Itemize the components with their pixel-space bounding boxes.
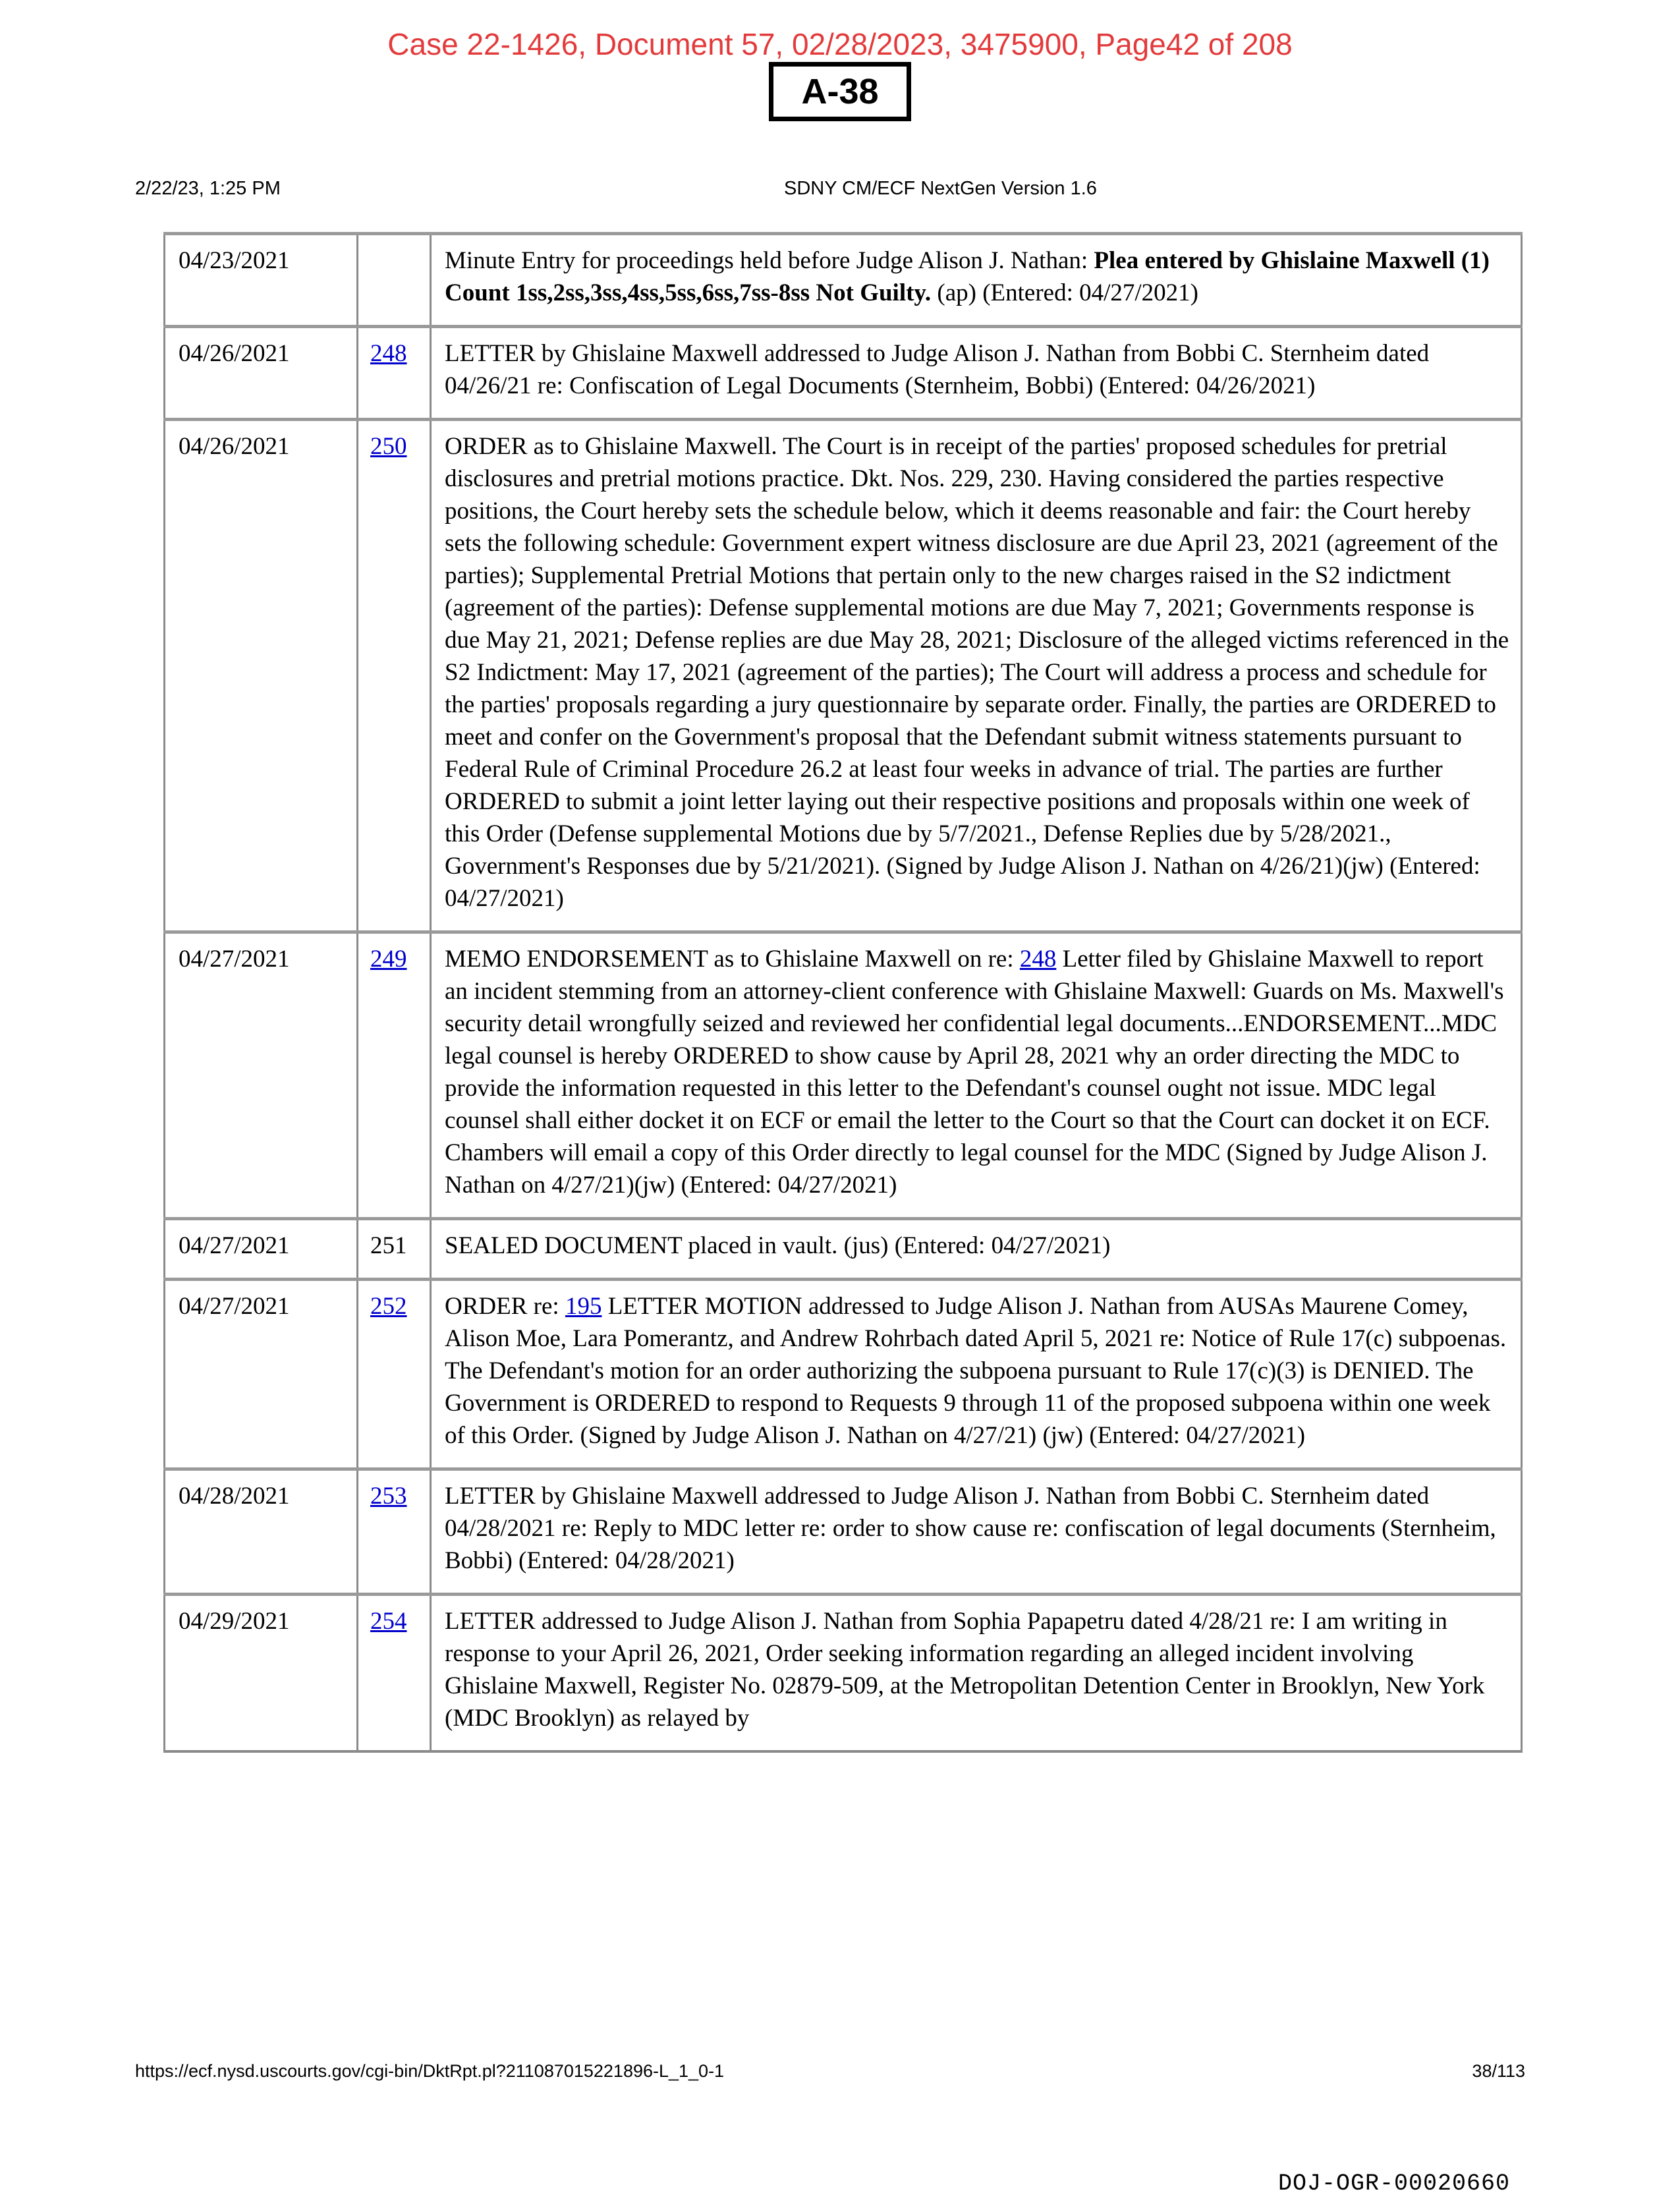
docket-date-cell: 04/27/2021 [165, 1280, 358, 1469]
description-text: ORDER as to Ghislaine Maxwell. The Court is in receipt of the parties' proposed schedules for pretrial disclosures and pretrial motions practice. Dkt. Nos. 229, 230. Having considered the parties respective positions, the Court hereby sets the schedule below, which it deems reasonable and fair: the Court hereby sets the following schedule: Government expert witness disclosure are due April 23, 2021 (agreement of the parties); Supplemental Pretrial Motions that pertain only to the new charges raised in the S2 indictment (agreement of the parties): Defense supplemental motions are due May 7, 2021; Governments response is due May 21, 2021; Defense replies are due May 28, 2021; Disclosure of the alleged victims referenced in the S2 Indictment: May 17, 2021 (agreement of the parties); The Court will address a process and schedule for the parties' proposals regarding a jury questionnaire by separate order. Finally, the parties are ORDERED to meet and confer on the Government's proposal that the Defendant submit witness statements pursuant to Federal Rule of Criminal Procedure 26.2 at least four weeks in advance of trial. The parties are further ORDERED to submit a joint letter laying out their respective positions and proposals within one week of this Order (Defense supplemental Motions due by 5/7/2021., Defense Replies due by 5/28/2021., Government's Responses due by 5/21/2021). (Signed by Judge Alison J. Nathan on 4/26/21)(jw) (Entered: 04/27/2021) [445, 433, 1509, 912]
docket-date-cell: 04/27/2021 [165, 1219, 358, 1280]
docket-number-cell [358, 1469, 431, 1595]
docket-number-link[interactable]: 249 [370, 946, 407, 973]
description-text: (ap) (Entered: 04/27/2021) [931, 279, 1198, 306]
description-text: MEMO ENDORSEMENT as to Ghislaine Maxwell on re: [445, 946, 1020, 973]
docket-number-text: 251 [370, 1232, 407, 1259]
table-row [165, 1280, 1522, 1469]
print-footer [135, 2061, 1525, 2082]
docket-description-cell [431, 1280, 1522, 1469]
docket-description-cell [431, 1595, 1522, 1752]
docket-number-cell [358, 1219, 431, 1280]
docket-description-cell [431, 234, 1522, 327]
docket-date-cell: 04/27/2021 [165, 932, 358, 1219]
docket-table-body [165, 234, 1522, 1752]
description-text: LETTER MOTION addressed to Judge Alison J. Nathan from AUSAs Maurene Comey, Alison Moe, Lara Pomerantz, and Andrew Rohrbach dated April 5, 2021 re: Notice of Rule 17(c) subpoenas. The Defendant's motion for an order authorizing the subpoena pursuant to Rule 17(c)(3) is DENIED. The Government is ORDERED to respond to Requests 9 through 11 of the proposed subpoena within one week of this Order. (Signed by Judge Alison J. Nathan on 4/27/21) (jw) (Entered: 04/27/2021) [445, 1293, 1507, 1449]
docket-number-link[interactable]: 248 [370, 340, 407, 367]
docket-table [163, 232, 1523, 1753]
description-text: LETTER by Ghislaine Maxwell addressed to Judge Alison J. Nathan from Bobbi C. Sternheim dated 04/26/21 re: Confiscation of Legal Documents (Sternheim, Bobbi) (Entered: 04/26/2021) [445, 340, 1430, 399]
docket-number-cell [358, 420, 431, 932]
docket-date-cell: 04/23/2021 [165, 234, 358, 327]
docket-number-cell [358, 327, 431, 420]
description-text: SEALED DOCUMENT placed in vault. (jus) (Entered: 04/27/2021) [445, 1232, 1111, 1259]
docket-description-cell [431, 932, 1522, 1219]
docket-description-cell [431, 1219, 1522, 1280]
description-text: LETTER addressed to Judge Alison J. Nathan from Sophia Papapetru dated 4/28/21 re: I am writing in response to your April 26, 2021, Order seeking information regarding an alleged incident involving Ghislaine Maxwell, Register No. 02879-509, at the Metropolitan Detention Center in Brooklyn, New York (MDC Brooklyn) as relayed by [445, 1608, 1485, 1732]
docket-number-link[interactable]: 254 [370, 1608, 407, 1635]
table-row [165, 932, 1522, 1219]
print-datetime: 2/22/23, 1:25 PM [135, 178, 281, 199]
docket-number-link[interactable]: 252 [370, 1293, 407, 1320]
docket-description-cell [431, 1469, 1522, 1595]
appendix-page-label-box [769, 62, 911, 121]
footer-page-indicator: 38/113 [1472, 2061, 1525, 2081]
docket-date-cell: 04/26/2021 [165, 420, 358, 932]
docket-date-cell: 04/29/2021 [165, 1595, 358, 1752]
docket-reference-link[interactable]: 248 [1019, 946, 1057, 973]
docket-date-cell: 04/26/2021 [165, 327, 358, 420]
table-row [165, 1595, 1522, 1752]
docket-number-cell [358, 234, 431, 327]
table-row [165, 1219, 1522, 1280]
footer-url: https://ecf.nysd.uscourts.gov/cgi-bin/DktRpt.pl?211087015221896-L_1_0-1 [135, 2061, 725, 2081]
table-row [165, 1469, 1522, 1595]
docket-number-cell [358, 1280, 431, 1469]
description-text: Letter filed by Ghislaine Maxwell to report an incident stemming from an attorney-client conference with Ghislaine Maxwell: Guards on Ms. Maxwell's security detail wrongfully seized and reviewed her confidential legal documents...ENDORSEMENT...MDC legal counsel is hereby ORDERED to show cause by April 28, 2021 why an order directing the MDC to provide the information requested in this letter to the Defendant's counsel ought not issue. MDC legal counsel shall either docket it on ECF or email the letter to the Court so that the Court can docket it on ECF. Chambers will email a copy of this Order directly to legal counsel for the MDC (Signed by Judge Alison J. Nathan on 4/27/21)(jw) (Entered: 04/27/2021) [445, 946, 1504, 1199]
print-title: SDNY CM/ECF NextGen Version 1.6 [784, 178, 1097, 199]
case-stamp-header: Case 22-1426, Document 57, 02/28/2023, 3475900, Page42 of 208 [387, 27, 1293, 61]
docket-number-link[interactable]: 253 [370, 1483, 407, 1510]
table-row [165, 420, 1522, 932]
print-header [0, 178, 1680, 204]
docket-number-cell [358, 1595, 431, 1752]
description-text: ORDER re: [445, 1293, 565, 1320]
description-text: LETTER by Ghislaine Maxwell addressed to Judge Alison J. Nathan from Bobbi C. Sternheim dated 04/28/2021 re: Reply to MDC letter re: order to show cause re: confiscation of legal documents (Sternheim, Bobbi) (Entered: 04/28/2021) [445, 1483, 1496, 1574]
description-bold-text: Plea entered by Ghislaine Maxwell (1) Count 1ss,2ss,3ss,4ss,5ss,6ss,7ss-8ss Not Guilty. [445, 247, 1490, 306]
description-text: Minute Entry for proceedings held before Judge Alison J. Nathan: [445, 247, 1094, 274]
bates-number: DOJ-OGR-00020660 [1278, 2170, 1511, 2197]
table-row [165, 234, 1522, 327]
appendix-page-label: A-38 [801, 72, 879, 111]
docket-date-cell: 04/28/2021 [165, 1469, 358, 1595]
docket-number-link[interactable]: 250 [370, 433, 407, 460]
docket-description-cell [431, 327, 1522, 420]
docket-number-cell [358, 932, 431, 1219]
docket-reference-link[interactable]: 195 [565, 1293, 602, 1320]
table-row [165, 327, 1522, 420]
docket-description-cell [431, 420, 1522, 932]
